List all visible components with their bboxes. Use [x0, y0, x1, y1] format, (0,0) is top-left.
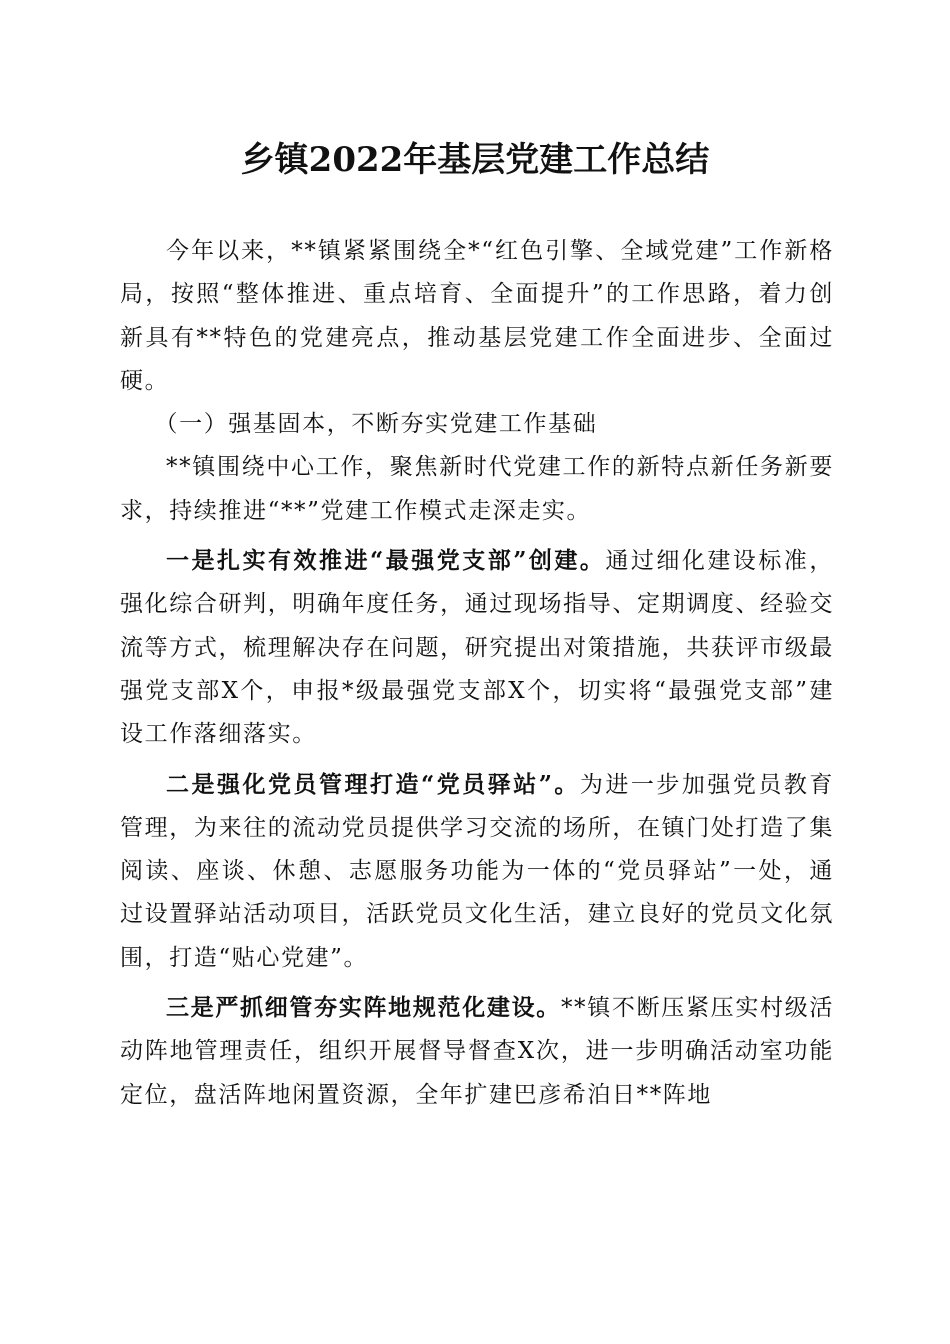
section-1-intro-paragraph: **镇围绕中心工作，聚焦新时代党建工作的新特点新任务新要求，持续推进“**”党建工作模式走深走实。	[120, 454, 834, 524]
document-title: 乡镇2022年基层党建工作总结	[240, 140, 710, 180]
item-3-text: **镇不断压紧压实村级活动阵地管理责任，组织开展督导督查X次，进一步明确活动室功能定位，盘活阵地闲置资源，全年扩建巴彦希泊日**阵地	[120, 995, 834, 1108]
item-2-lead: 二是强化党员管理打造“党员驿站”。	[166, 770, 580, 798]
intro-paragraph: 今年以来，**镇紧紧围绕全*“红色引擎、全域党建”工作新格局，按照“整体推进、重点培育、全面提升”的工作思路，着力创新具有**特色的党建亮点，推动基层党建工作全面进步、全面过硬。	[120, 238, 834, 394]
item-1-lead: 一是扎实有效推进“最强党支部”创建。	[166, 547, 606, 575]
item-1-paragraph	[120, 539, 834, 756]
document-body	[120, 230, 834, 1117]
item-2-text: 为进一步加强党员教育管理，为来往的流动党员提供学习交流的场所，在镇门处打造了集阅读、座谈、休憩、志愿服务功能为一体的“党员驿站”一处，通过设置驿站活动项目，活跃党员文化生活，建立良好的党员文化氛围，打造“贴心党建”。	[120, 771, 834, 971]
section-1-heading: （一）强基固本，不断夯实党建工作基础	[154, 411, 598, 438]
item-3-paragraph	[120, 986, 834, 1117]
item-3-lead: 三是严抓细管夯实阵地规范化建设。	[166, 994, 561, 1022]
item-2-paragraph	[120, 763, 834, 980]
item-1-text: 通过细化建设标准，强化综合研判，明确年度任务，通过现场指导、定期调度、经验交流等方式，梳理解决存在问题，研究提出对策措施，共获评市级最强党支部X个，申报*级最强党支部X个，切实将“最强党支部”建设工作落细落实。	[120, 548, 834, 748]
